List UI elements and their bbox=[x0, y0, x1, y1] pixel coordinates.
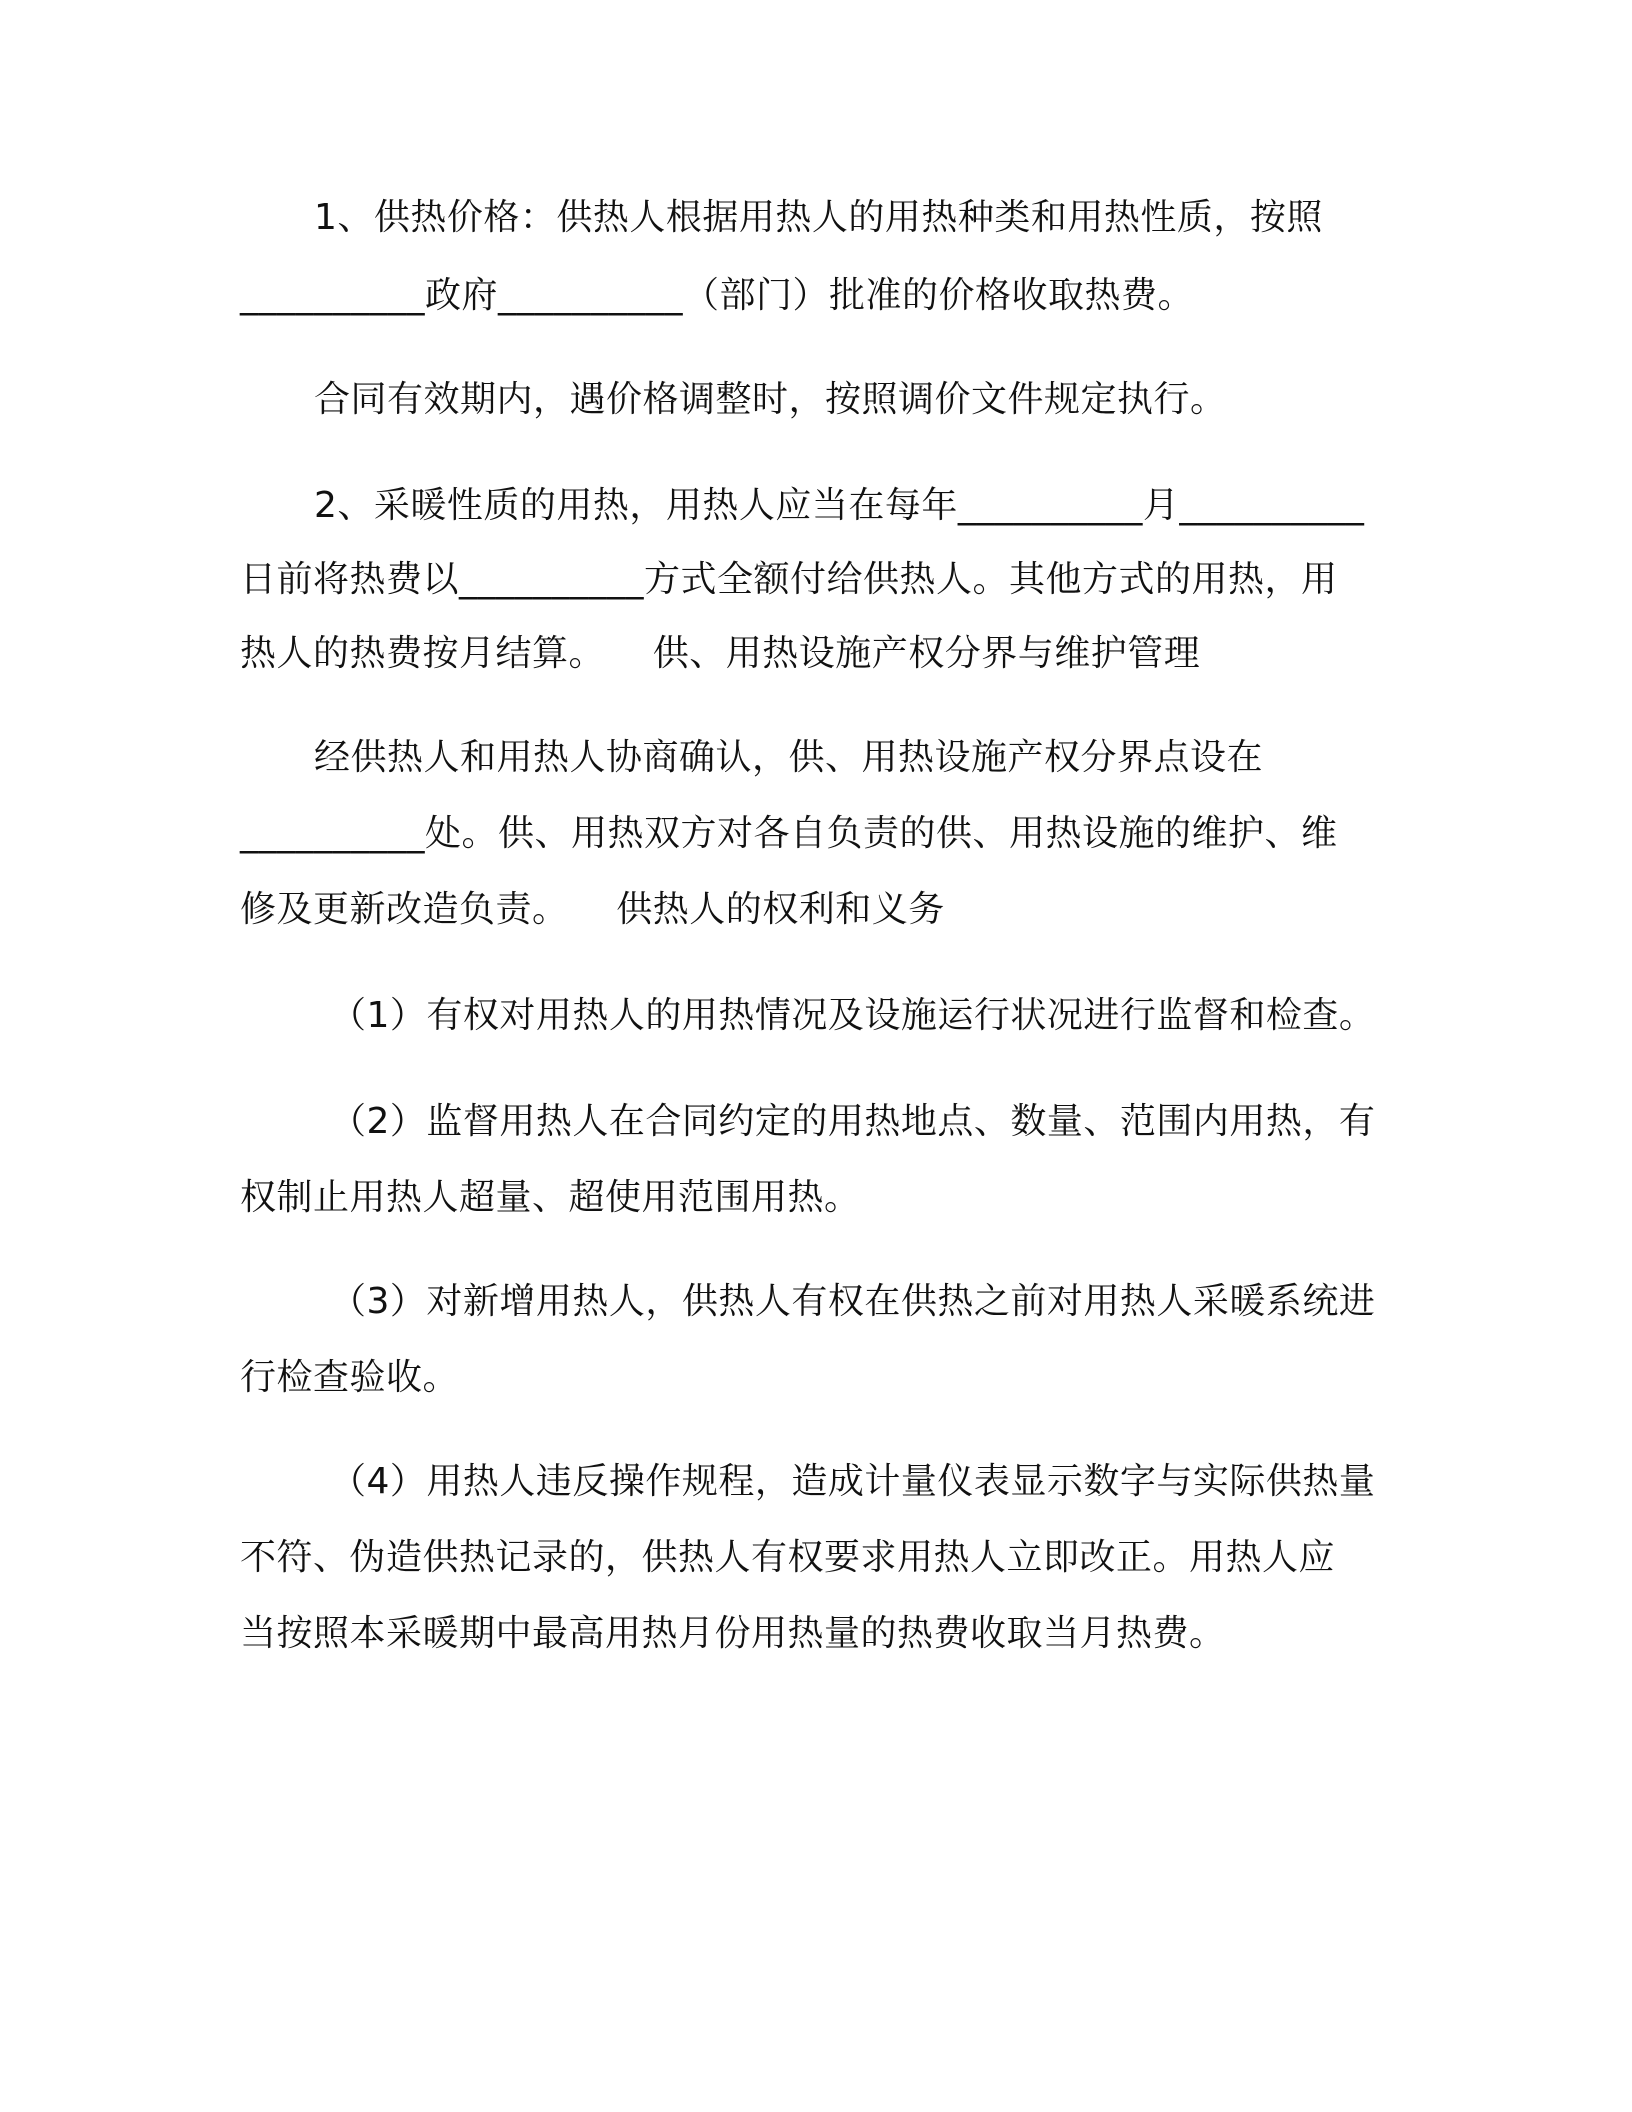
text-line: 热人的热费按月结算。 供、用热设施产权分界与维护管理 bbox=[240, 633, 1201, 674]
text-line: 合同有效期内，遇价格调整时，按照调价文件规定执行。 bbox=[314, 379, 1227, 420]
text-line: （2）监督用热人在合同约定的用热地点、数量、范围内用热，有 bbox=[330, 1101, 1376, 1142]
text-line: 2、采暖性质的用热，用热人应当在每年__________月__________ bbox=[314, 485, 1365, 526]
text-line: __________政府__________（部门）批准的价格收取热费。 bbox=[240, 275, 1195, 316]
text-line: （3）对新增用热人，供热人有权在供热之前对用热人采暖系统进 bbox=[330, 1281, 1376, 1322]
text-line: （4）用热人违反操作规程，造成计量仪表显示数字与实际供热量 bbox=[330, 1461, 1376, 1502]
text-line: 行检查验收。 bbox=[240, 1357, 460, 1398]
text-line: 修及更新改造负责。 供热人的权利和义务 bbox=[240, 889, 945, 930]
text-line: 不符、伪造供热记录的，供热人有权要求用热人立即改正。用热人应 bbox=[240, 1537, 1336, 1578]
text-line: （1）有权对用热人的用热情况及设施运行状况进行监督和检查。 bbox=[330, 995, 1376, 1036]
text-line: __________处。供、用热双方对各自负责的供、用热设施的维护、维 bbox=[240, 813, 1338, 854]
text-line: 经供热人和用热人协商确认，供、用热设施产权分界点设在 bbox=[314, 737, 1264, 778]
text-line: 1、供热价格：供热人根据用热人的用热种类和用热性质，按照 bbox=[314, 197, 1323, 238]
text-line: 权制止用热人超量、超使用范围用热。 bbox=[240, 1177, 861, 1218]
text-line: 日前将热费以__________方式全额付给供热人。其他方式的用热，用 bbox=[240, 559, 1338, 600]
text-line: 当按照本采暖期中最高用热月份用热量的热费收取当月热费。 bbox=[240, 1613, 1226, 1654]
